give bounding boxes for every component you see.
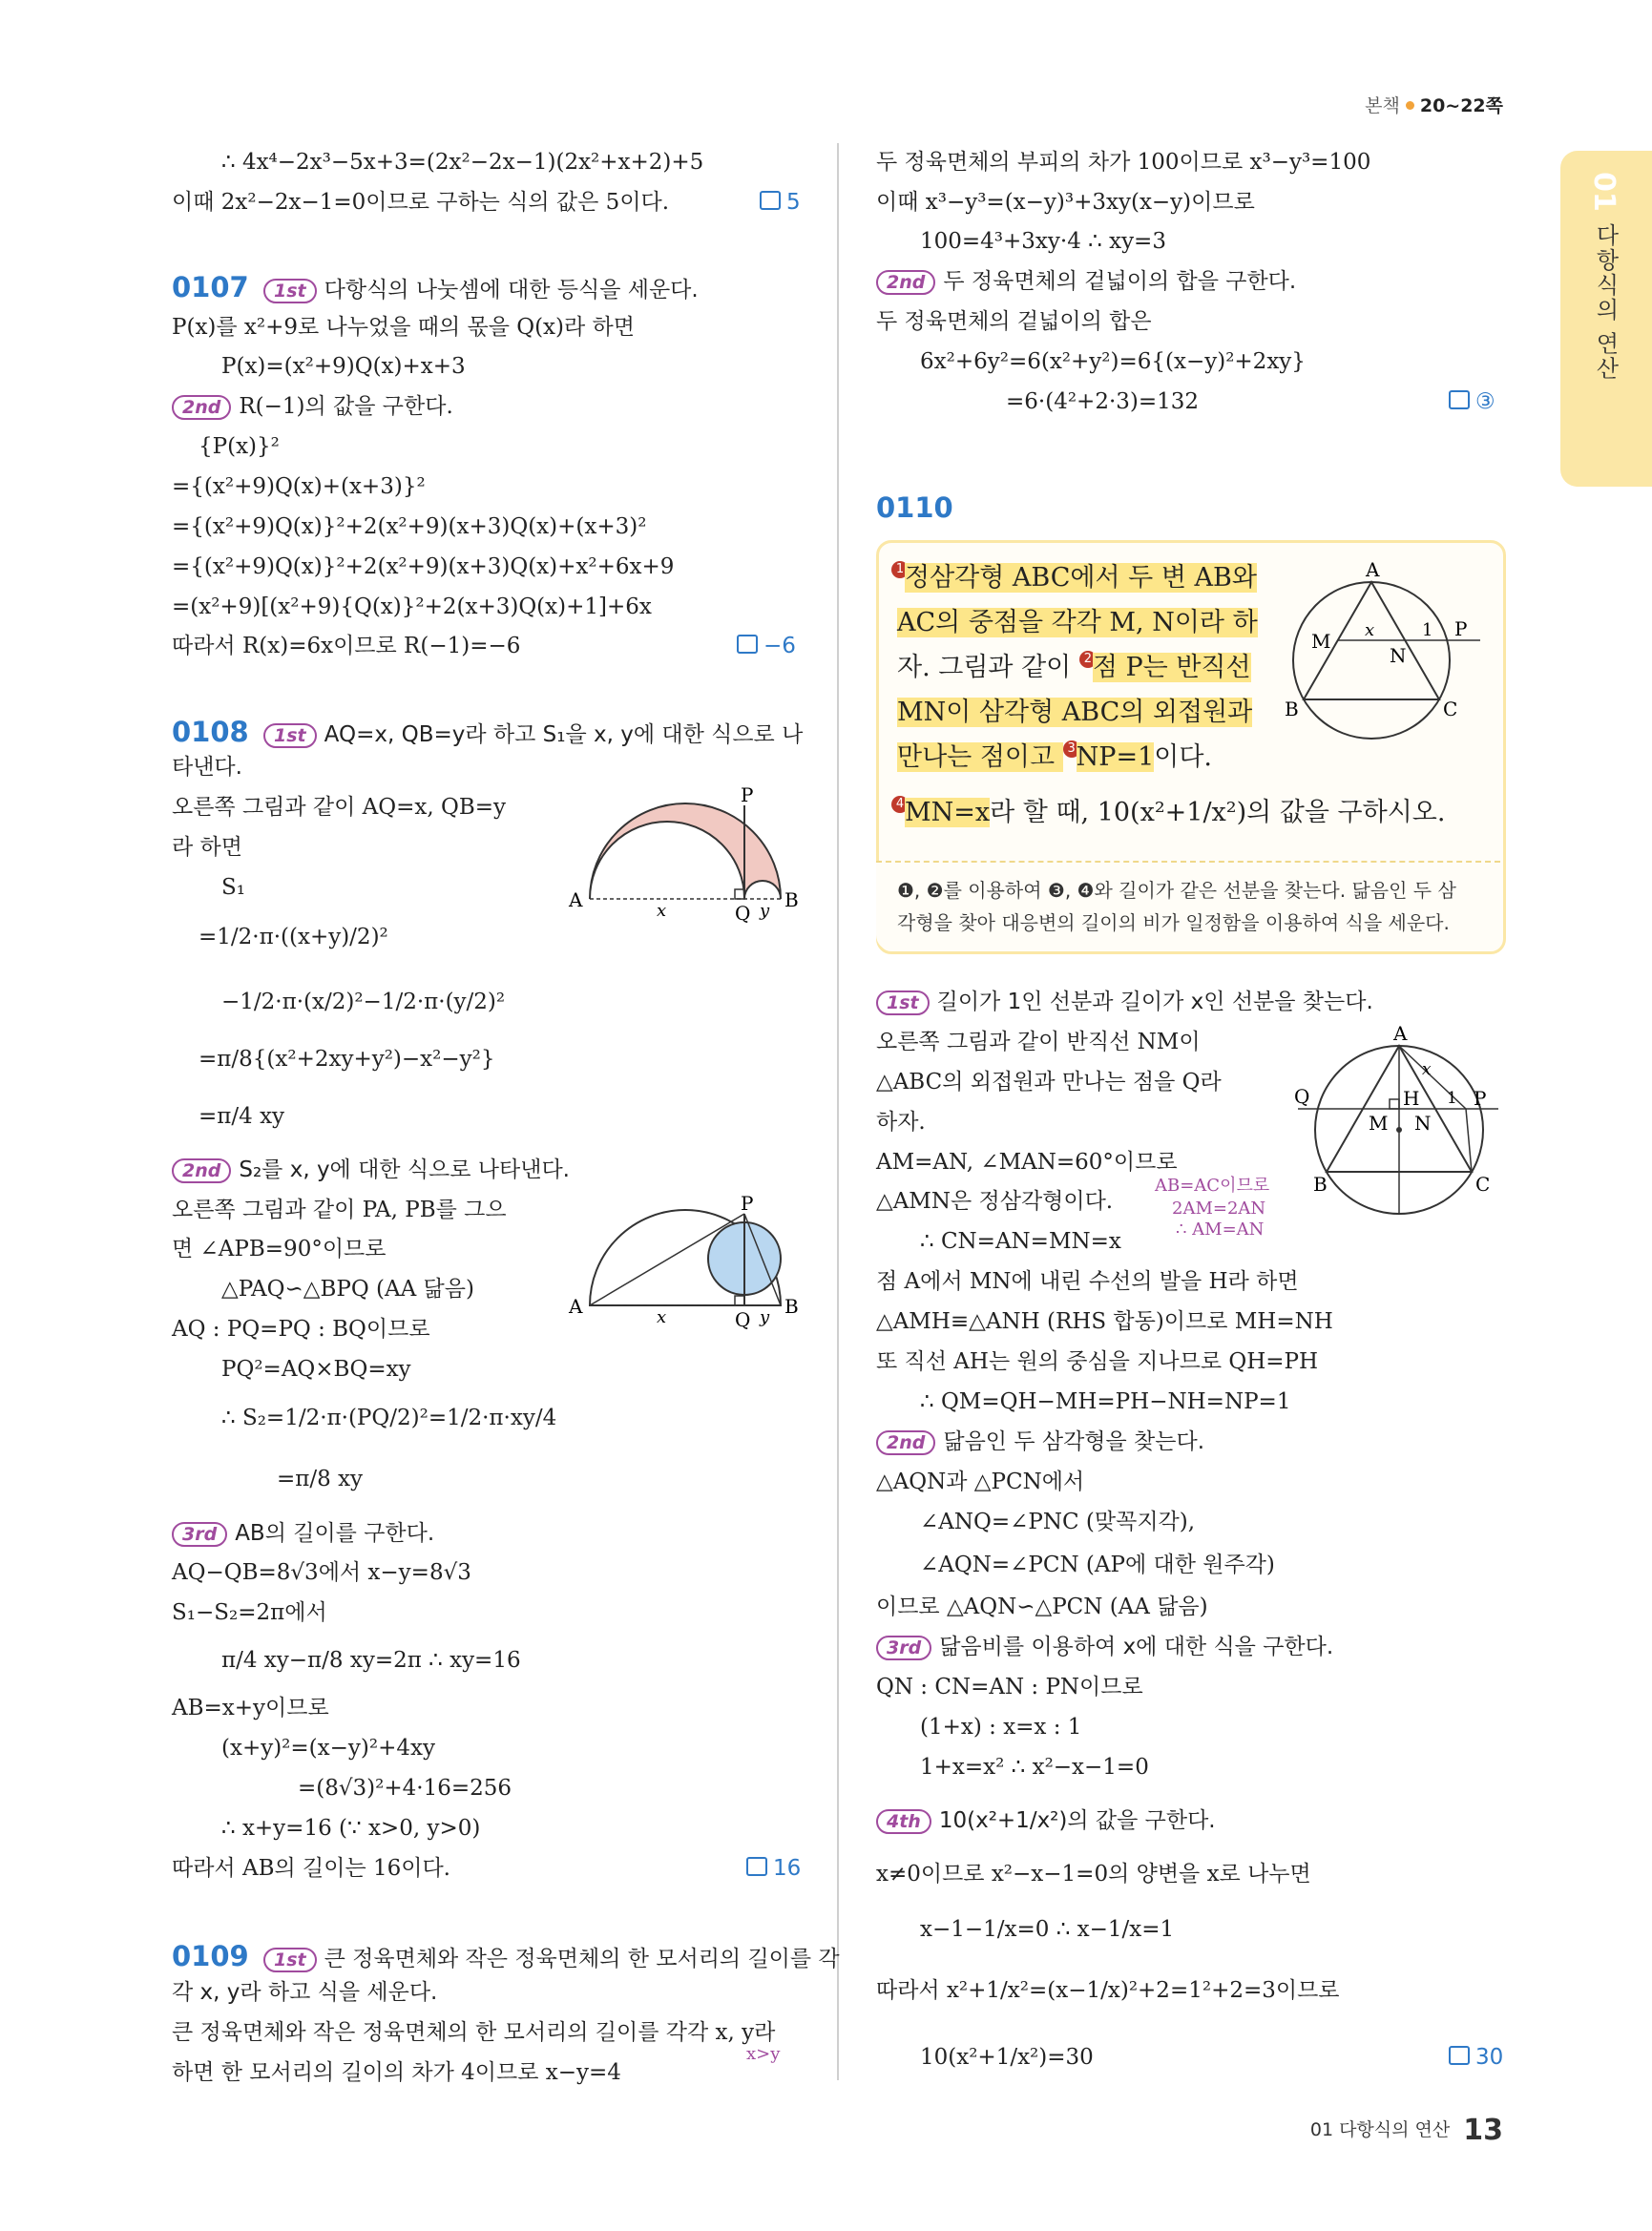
solution-line: 1+x=x² ∴ x²−x−1=0 (920, 1755, 1149, 1780)
solution-line: (1+x) : x=x : 1 (920, 1715, 1082, 1740)
solution-line: △AMH≡△ANH (RHS 합동)이므로 MH=NH (876, 1309, 1333, 1334)
side-note: 2AM=2AN (1172, 1199, 1266, 1219)
question-line: 이다. (1154, 742, 1213, 772)
solution-line: 오른쪽 그림과 같이 반직선 NM이 (876, 1030, 1201, 1054)
solution-line: 점 A에서 MN에 내린 수선의 발을 H라 하면 (876, 1269, 1299, 1294)
label-c: C (1475, 1173, 1491, 1196)
step-heading (876, 262, 1296, 302)
step-heading (172, 1514, 434, 1553)
step-title-cont: 타낸다. (172, 755, 242, 780)
solution-line: =6·(4²+2·3)=132 (1006, 389, 1200, 414)
label-m: M (1311, 630, 1331, 653)
answer-icon (1449, 2046, 1470, 2065)
question-highlight: MN=x (905, 798, 991, 827)
solution-line: 이므로 △AQN∽△PCN (AA 닮음) (876, 1595, 1208, 1619)
solution-line: 하면 한 모서리의 길이의 차가 4이므로 x−y=4 (172, 2060, 621, 2085)
chapter-tab[interactable] (1560, 151, 1652, 487)
solution-line: △PAQ∽△BPQ (AA 닮음) (221, 1277, 474, 1302)
question-line: 자. 그림과 같이 (897, 653, 1079, 682)
question-highlight: 점 P는 반직선 (1092, 653, 1251, 682)
solution-line: 큰 정육면체와 작은 정육면체의 한 모서리의 길이를 각각 x, y라 (172, 2020, 776, 2045)
solution-line: 두 정육면체의 겉넓이의 합은 (876, 309, 1152, 334)
solution-line: 6x²+6y²=6(x²+y²)=6{(x−y)²+2xy} (920, 349, 1306, 374)
right-angle-mark (735, 1296, 744, 1305)
step-heading (876, 1628, 1333, 1667)
question-line: 만나는 점이고 (897, 742, 1063, 772)
side-note: x>y (746, 2044, 781, 2064)
intro-line-1: ∴ 4x⁴−2x³−5x+3=(2x²−2x−1)(2x²+x+2)+5 (221, 150, 704, 175)
answer-value: 16 (773, 1856, 802, 1881)
label-p: P (741, 784, 754, 806)
label-m: M (1369, 1112, 1389, 1135)
answer-value: −6 (763, 634, 796, 658)
label-b: B (784, 1295, 799, 1318)
step-title: 다항식의 나눗셈에 대한 등식을 세운다. (324, 278, 699, 302)
right-angle-mark (735, 889, 744, 899)
side-note: AB=AC이므로 (1155, 1176, 1270, 1196)
hint-line: ❶, ❷를 이용하여 ❸, ❹와 길이가 같은 선분을 찾는다. 닮음인 두 삼 (897, 879, 1456, 902)
center-point (1396, 1127, 1402, 1133)
step-badge: 2nd (172, 1158, 231, 1183)
solution-line: 따라서 x²+1/x²=(x−1/x)²+2=1²+2=3이므로 (876, 1978, 1340, 2003)
answer-icon (737, 635, 758, 654)
answer-value: 5 (786, 190, 801, 215)
label-b: B (784, 888, 799, 911)
solution-line: QN : CN=AN : PN이므로 (876, 1675, 1143, 1699)
label-one: 1 (1447, 1089, 1457, 1108)
solution-line: 두 정육면체의 부피의 차가 100이므로 x³−y³=100 (876, 150, 1371, 175)
step-title: 큰 정육면체와 작은 정육면체의 한 모서리의 길이를 각 (324, 1947, 840, 1971)
book-label: 본책 (1365, 95, 1400, 116)
solution-line: AQ : PQ=PQ : BQ이므로 (172, 1317, 430, 1342)
step-heading (876, 1802, 1216, 1841)
solution-line: (x+y)²=(x−y)²+4xy (221, 1736, 435, 1761)
label-p: P (741, 1193, 754, 1215)
label-p: P (1454, 617, 1468, 640)
step-badge: 3rd (172, 1522, 227, 1547)
label-y: y (760, 1307, 770, 1327)
problem-0108-heading (172, 713, 803, 755)
solution-line: P(x)를 x²+9로 나누었을 때의 몫을 Q(x)라 하면 (172, 315, 635, 340)
problem-0107-answer (737, 627, 796, 666)
solution-line: 따라서 AB의 길이는 16이다. (172, 1856, 450, 1881)
label-x: x (1422, 1060, 1432, 1079)
step-badge: 2nd (876, 270, 935, 295)
step-badge: 1st (876, 990, 930, 1015)
solution-line: 오른쪽 그림과 같이 AQ=x, QB=y (172, 795, 507, 820)
label-p: P (1474, 1087, 1487, 1110)
step-title: 10(x²+1/x²)의 값을 구한다. (938, 1808, 1216, 1833)
step-heading (172, 1151, 570, 1190)
solution-line: ={(x²+9)Q(x)+(x+3)}² (172, 474, 426, 499)
problem-number: 0109 (172, 1940, 249, 1972)
solution-line: △AMN은 정삼각형이다. (876, 1189, 1114, 1214)
solution-line: ∴ CN=AN=MN=x (920, 1229, 1121, 1254)
dot-icon (1406, 101, 1414, 110)
solution-line: =π/8 xy (277, 1467, 364, 1491)
solution-line: 따라서 R(x)=6x이므로 R(−1)=−6 (172, 634, 521, 658)
right-angle-mark (1390, 1099, 1399, 1109)
step-title: 닮음인 두 삼각형을 찾는다. (943, 1429, 1205, 1454)
answer-value: 30 (1475, 2045, 1504, 2070)
chapter-number: 01 (1587, 172, 1621, 212)
label-x: x (1365, 620, 1375, 640)
solution-line: S₁−S₂=2π에서 (172, 1600, 327, 1625)
question-highlight: NP=1 (1076, 742, 1155, 772)
solution-line: △AQN과 △PCN에서 (876, 1470, 1085, 1494)
column-divider (837, 143, 839, 2080)
footer-chapter: 01 다항식의 연산 (1309, 2119, 1451, 2140)
step-heading (172, 387, 453, 427)
step-title: 두 정육면체의 겉넓이의 합을 구한다. (943, 269, 1297, 294)
step-heading (876, 983, 1373, 1022)
answer-icon (746, 1857, 767, 1876)
semicircle-diagram-2 (563, 1193, 813, 1336)
step-badge: 4th (876, 1809, 931, 1834)
shaded-region (590, 803, 781, 899)
step-title: 닮음비를 이용하여 x에 대한 식을 구한다. (939, 1635, 1334, 1659)
solution-line: {P(x)}² (199, 434, 280, 459)
solution-line: x≠0이므로 x²−x−1=0의 양변을 x로 나누면 (876, 1862, 1311, 1887)
page-header (1365, 92, 1503, 117)
solution-line: AQ−QB=8√3에서 x−y=8√3 (172, 1560, 471, 1585)
label-x: x (657, 901, 667, 921)
label-x: x (657, 1307, 667, 1327)
step-title: R(−1)의 값을 구한다. (239, 394, 453, 419)
label-c: C (1443, 698, 1458, 720)
step-badge: 2nd (876, 1430, 935, 1455)
solution-line: AB=x+y이므로 (172, 1696, 329, 1720)
problem-number: 0110 (876, 491, 953, 524)
solution-line: P(x)=(x²+9)Q(x)+x+3 (221, 354, 466, 379)
label-n: N (1414, 1112, 1432, 1135)
side-note: ∴ AM=AN (1176, 1220, 1265, 1240)
step-title: AB의 길이를 구한다. (235, 1521, 435, 1546)
label-y: y (760, 901, 770, 921)
problem-0110-answer (1449, 2038, 1503, 2077)
question-line: MN이 삼각형 ABC의 외접원과 (897, 698, 1253, 727)
solution-line: =π/4 xy (199, 1104, 285, 1129)
problem-0110-heading (876, 489, 953, 531)
chapter-title: 다항식의 연산 (1592, 223, 1619, 382)
solution-line: AM=AN, ∠MAN=60°이므로 (876, 1150, 1178, 1175)
step-title-cont: 각 x, y라 하고 식을 세운다. (172, 1980, 438, 2005)
label-one: 1 (1422, 620, 1433, 640)
label-b: B (1313, 1173, 1328, 1196)
page-number: 13 (1463, 2114, 1503, 2147)
solution-line: =(x²+9)[(x²+9){Q(x)}²+2(x+3)Q(x)+1]+6x (172, 594, 652, 619)
solution-line: ∴ QM=QH−MH=PH−NH=NP=1 (920, 1389, 1291, 1414)
marker-2-icon: 2 (1079, 651, 1097, 668)
solution-line: ={(x²+9)Q(x)}²+2(x²+9)(x+3)Q(x)+x²+6x+9 (172, 554, 675, 579)
marker-4-icon: 4 (891, 796, 909, 813)
label-a: A (569, 888, 583, 911)
step-badge: 1st (263, 1948, 317, 1972)
solution-line: 이때 x³−y³=(x−y)³+3xy(x−y)이므로 (876, 190, 1255, 215)
problem-0107-heading (172, 268, 699, 310)
page-footer (1310, 2114, 1503, 2147)
step-badge: 3rd (876, 1636, 931, 1660)
question-line: 라 할 때, 10(x²+1/x²)의 값을 구하시오. (990, 798, 1446, 827)
problem-number: 0108 (172, 716, 249, 748)
label-a: A (1366, 558, 1380, 581)
label-b: B (1285, 698, 1299, 720)
label-q: Q (1294, 1085, 1310, 1108)
step-heading (876, 1423, 1204, 1462)
solution-line: =π/8{(x²+2xy+y²)−x²−y²} (199, 1047, 495, 1072)
step-title: S₂를 x, y에 대한 식으로 나타낸다. (239, 1157, 570, 1182)
solution-line: ={(x²+9)Q(x)}²+2(x²+9)(x+3)Q(x)+(x+3)² (172, 514, 647, 539)
solution-line: 또 직선 AH는 원의 중심을 지나므로 QH=PH (876, 1349, 1319, 1374)
solution-line: ∴ x+y=16 (∵ x>0, y>0) (221, 1816, 481, 1841)
intro-line-2: 이때 2x²−2x−1=0이므로 구하는 식의 값은 5이다. (172, 190, 670, 215)
solution-line: =1/2·π·((x+y)/2)² (199, 925, 388, 949)
solution-line: 100=4³+3xy·4 ∴ xy=3 (920, 229, 1166, 254)
intro-answer (760, 183, 801, 222)
solution-line: 하자. (876, 1110, 926, 1135)
solution-line: =(8√3)²+4·16=256 (298, 1776, 512, 1801)
solution-line: ∠AQN=∠PCN (AP에 대한 원주각) (920, 1553, 1275, 1577)
step-title: 길이가 1인 선분과 길이가 x인 선분을 찾는다. (936, 990, 1373, 1014)
label-h: H (1403, 1087, 1420, 1110)
solution-line: π/4 xy−π/8 xy=2π ∴ xy=16 (221, 1648, 521, 1673)
triangle-diagram-1 (1279, 557, 1491, 748)
semicircle-diagram-1 (563, 784, 813, 929)
circumcircle (1293, 582, 1450, 739)
hint-line: 각형을 찾아 대응변의 길이의 비가 일정함을 이용하여 식을 세운다. (897, 911, 1450, 934)
marker-3-icon: 3 (1063, 740, 1080, 758)
solution-line: −1/2·π·(x/2)²−1/2·π·(y/2)² (221, 990, 506, 1014)
step-badge: 1st (263, 279, 317, 303)
solution-line: 오른쪽 그림과 같이 PA, PB를 그으 (172, 1198, 507, 1222)
question-line: 정삼각형 ABC에서 두 변 AB와 (905, 563, 1257, 593)
solution-line: 라 하면 (172, 835, 242, 860)
label-a: A (1393, 1022, 1408, 1045)
step-title: AQ=x, QB=y라 하고 S₁을 x, y에 대한 식으로 나 (324, 722, 804, 747)
question-line: AC의 중점을 각각 M, N이라 하 (897, 608, 1258, 637)
answer-icon (1449, 390, 1470, 409)
solution-line: 면 ∠APB=90°이므로 (172, 1237, 387, 1261)
solution-line: 10(x²+1/x²)=30 (920, 2045, 1094, 2070)
solution-line: ∴ S₂=1/2·π·(PQ/2)²=1/2·π·xy/4 (221, 1406, 557, 1430)
solution-line: △ABC의 외접원과 만나는 점을 Q라 (876, 1070, 1222, 1095)
problem-0108-answer (746, 1849, 801, 1888)
triangle-diagram-2 (1294, 1017, 1504, 1218)
solution-line: x−1−1/x=0 ∴ x−1/x=1 (920, 1917, 1175, 1942)
marker-1-icon: 1 (891, 561, 909, 578)
problem-0109-answer (1449, 383, 1495, 422)
step-badge: 1st (263, 723, 317, 748)
label-q: Q (735, 902, 751, 925)
answer-value: ③ (1475, 389, 1495, 414)
solution-line: S₁ (221, 875, 245, 900)
solution-line: PQ²=AQ×BQ=xy (221, 1357, 411, 1382)
answer-icon (760, 191, 781, 210)
label-n: N (1390, 644, 1407, 667)
page-range: 20~22쪽 (1419, 95, 1503, 116)
label-q: Q (735, 1308, 751, 1331)
step-badge: 2nd (172, 395, 231, 420)
solution-line: ∠ANQ=∠PNC (맞꼭지각), (920, 1510, 1196, 1534)
problem-number: 0107 (172, 271, 249, 303)
label-a: A (569, 1295, 583, 1318)
